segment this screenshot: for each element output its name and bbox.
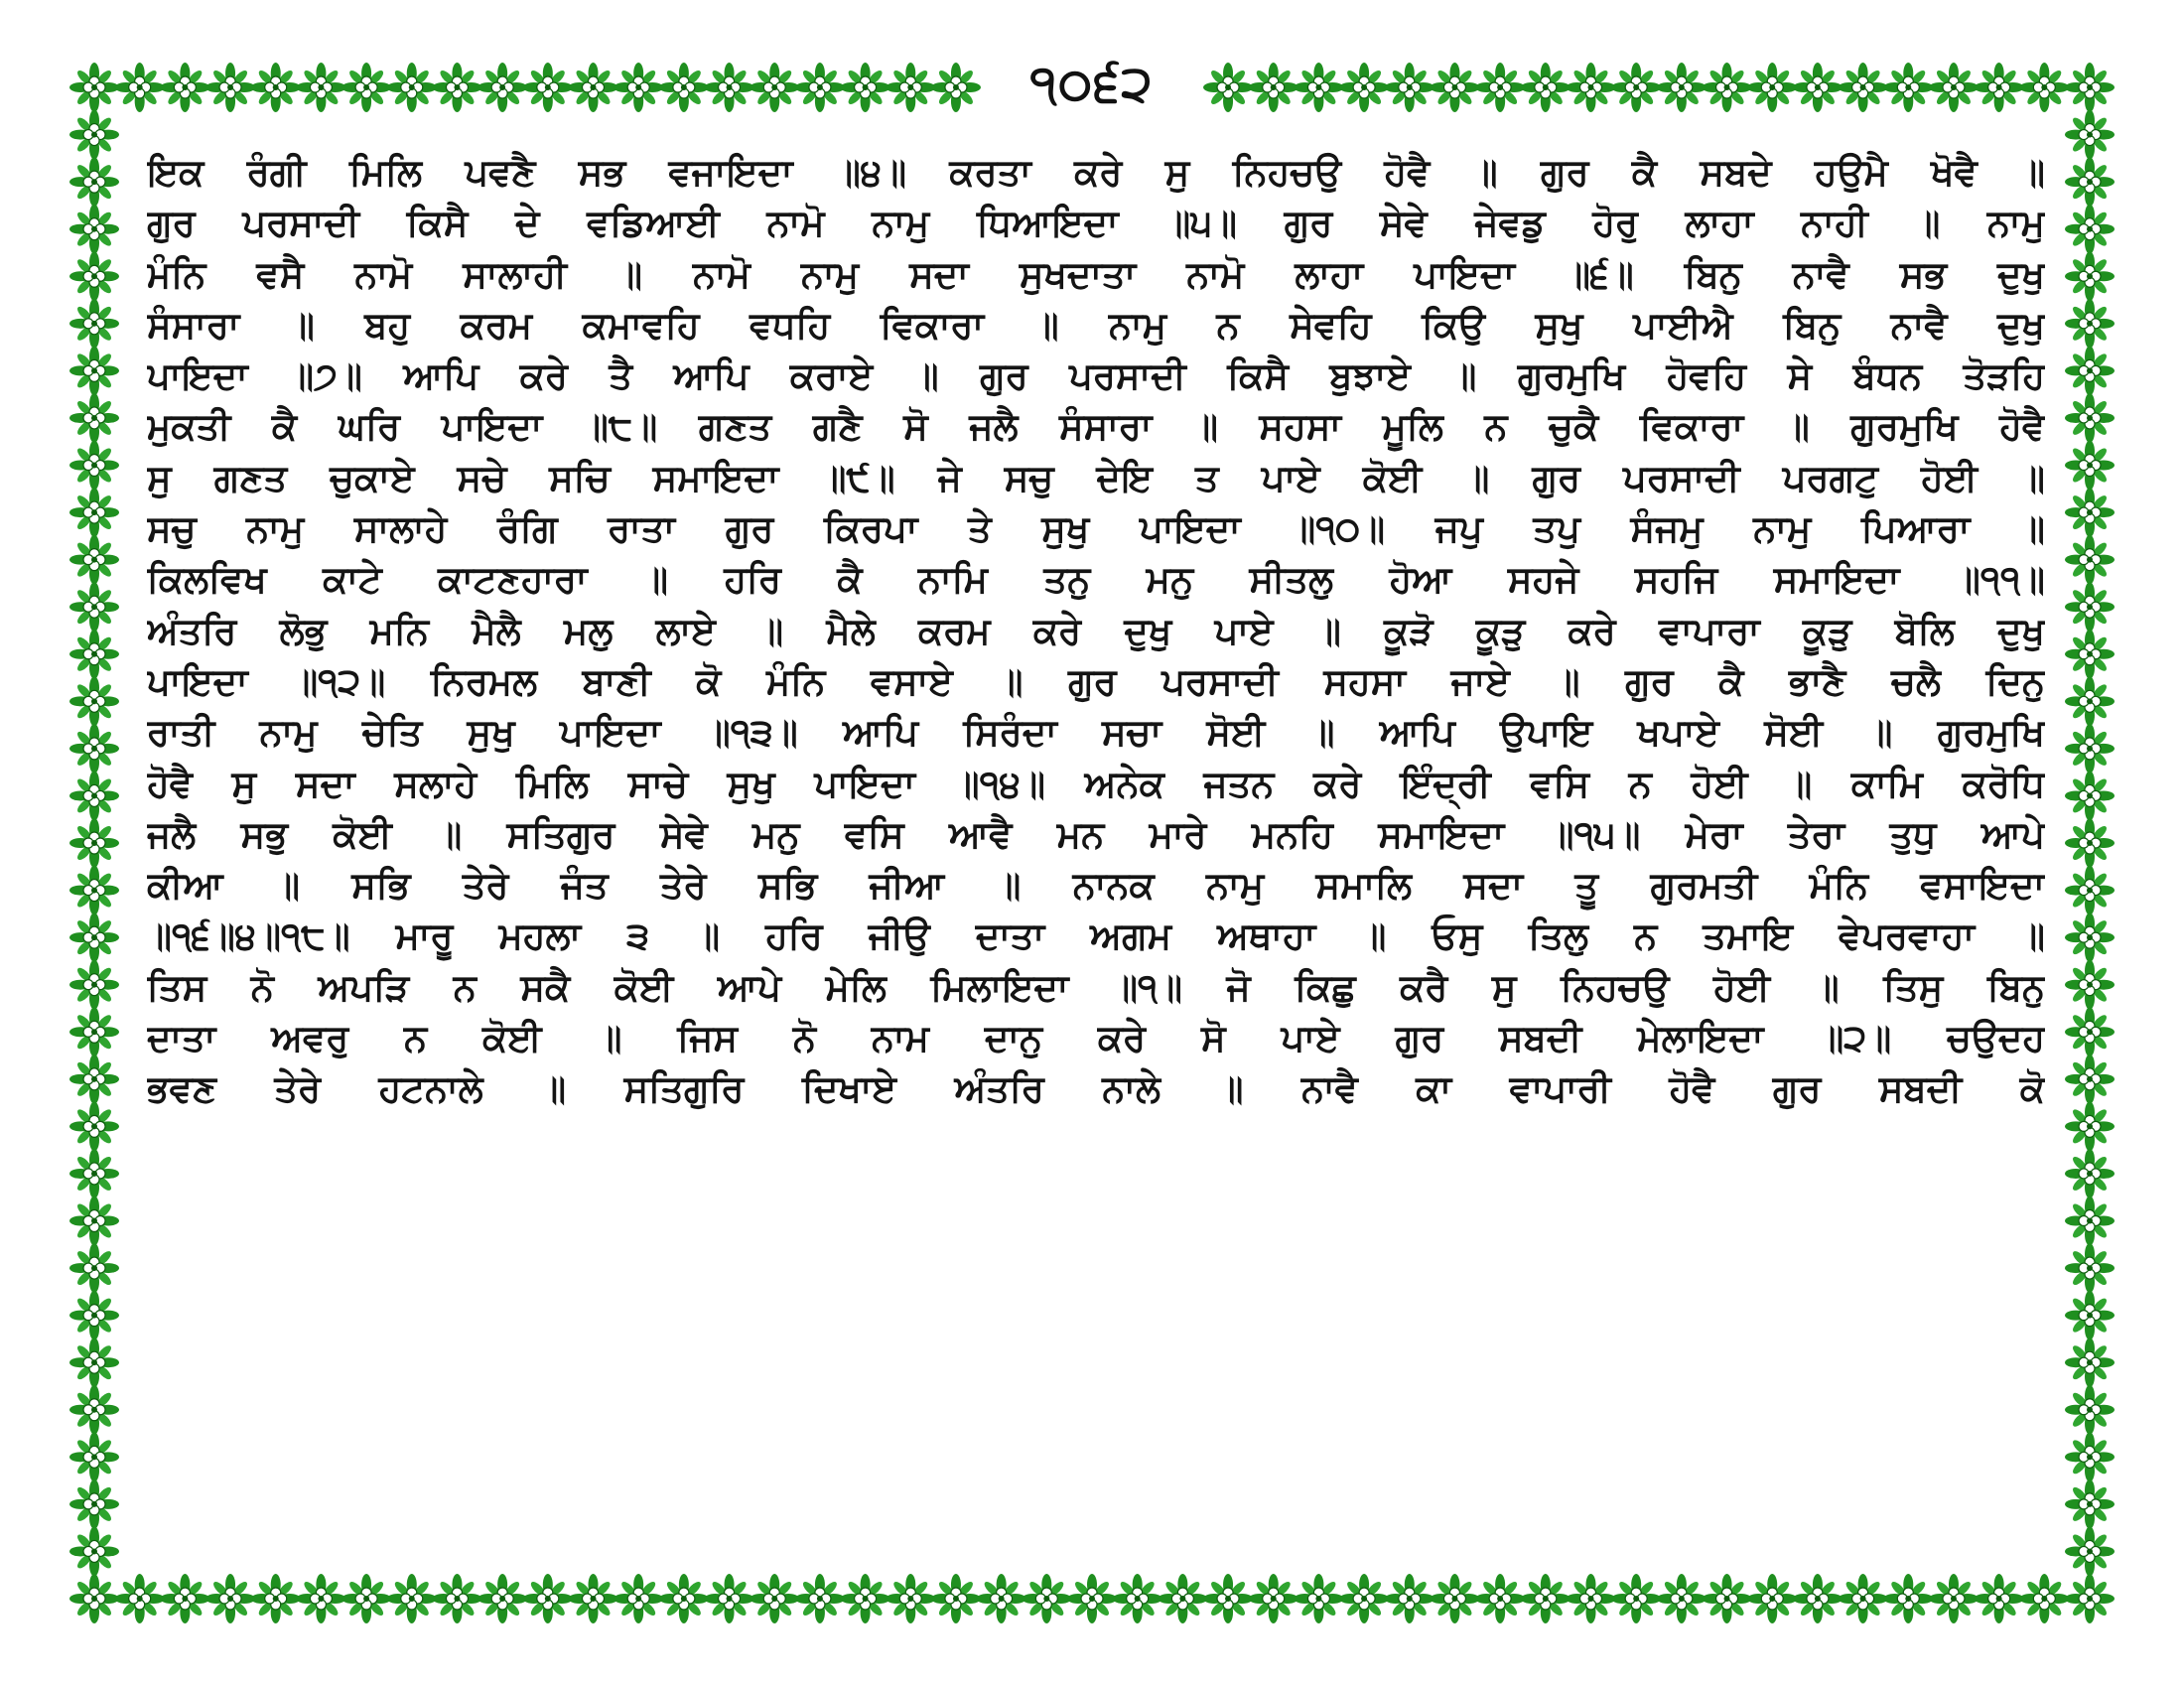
flower-vine-icon — [432, 63, 481, 112]
flower-vine-icon — [1793, 63, 1843, 112]
text-line-8: ਸਚੁ ਨਾਮੁ ਸਾਲਾਹੇ ਰੰਗਿ ਰਾਤਾ ਗੁਰ ਕਿਰਪਾ ਤੇ ਸੁਖੁ ਪਾਇਦਾ ॥੧੦॥ ਜਪੁ ਤਪੁ ਸੰਜਮੁ ਨਾਮੁ ਪਿਆਰਾ ॥ — [147, 507, 2045, 551]
flower-vine-icon — [659, 63, 709, 112]
flower-vine-icon — [2065, 1337, 2115, 1387]
flower-vine-icon — [931, 1574, 981, 1623]
flower-vine-icon — [523, 1574, 573, 1623]
flower-vine-icon — [69, 393, 119, 443]
flower-vine-icon — [296, 1574, 345, 1623]
flower-vine-icon — [2065, 535, 2115, 585]
flower-vine-icon — [614, 63, 663, 112]
flower-vine-icon — [69, 63, 119, 112]
flower-vine-icon — [69, 1196, 119, 1246]
flower-vine-icon — [160, 1574, 209, 1623]
flower-vine-icon — [2019, 1574, 2069, 1623]
flower-vine-icon — [886, 1574, 935, 1623]
flower-vine-icon — [931, 63, 981, 112]
flower-vine-icon — [69, 1574, 119, 1623]
text-line-16: ॥੧੬॥੪॥੧੮॥ ਮਾਰੂ ਮਹਲਾ ੩ ॥ ਹਰਿ ਜੀਉ ਦਾਤਾ ਅਗਮ ਅਥਾਹਾ ॥ ਓਸੁ ਤਿਲੁ ਨ ਤਮਾਇ ਵੇਪਰਵਾਹਾ ॥ — [147, 914, 2045, 958]
flower-vine-icon — [1747, 1574, 1797, 1623]
flower-vine-icon — [1430, 1574, 1479, 1623]
flower-vine-icon — [205, 63, 255, 112]
flower-vine-icon — [1385, 63, 1434, 112]
text-line-17: ਤਿਸ ਨੋ ਅਪੜਿ ਨ ਸਕੈ ਕੋਈ ਆਪੇ ਮੇਲਿ ਮਿਲਾਇਦਾ ॥੧॥ ਜੋ ਕਿਛੁ ਕਰੈ ਸੁ ਨਿਹਚਉ ਹੋਈ ॥ ਤਿਸੁ ਬਿਨੁ — [147, 965, 2045, 1009]
flower-vine-icon — [69, 1337, 119, 1387]
flower-vine-icon — [1975, 1574, 2024, 1623]
flower-vine-icon — [251, 1574, 301, 1623]
flower-vine-icon — [1611, 1574, 1661, 1623]
flower-vine-icon — [2065, 1101, 2115, 1151]
flower-vine-icon — [1339, 1574, 1389, 1623]
flower-vine-icon — [69, 488, 119, 537]
flower-vine-icon — [251, 63, 301, 112]
flower-vine-icon — [1203, 1574, 1253, 1623]
flower-vine-icon — [1294, 63, 1343, 112]
flower-vine-icon — [69, 110, 119, 160]
flower-vine-icon — [205, 1574, 255, 1623]
flower-vine-icon — [1929, 1574, 1979, 1623]
flower-vine-icon — [2065, 1432, 2115, 1481]
gurbani-text-block — [147, 147, 2045, 1557]
flower-vine-icon — [2065, 63, 2115, 112]
flower-vine-icon — [69, 535, 119, 585]
flower-vine-icon — [1567, 1574, 1616, 1623]
flower-vine-icon — [387, 63, 437, 112]
text-line-3: ਮੰਨਿ ਵਸੈ ਨਾਮੋ ਸਾਲਾਹੀ ॥ ਨਾਮੋ ਨਾਮੁ ਸਦਾ ਸੁਖਦਾਤਾ ਨਾਮੋ ਲਾਹਾ ਪਾਇਦਾ ॥੬॥ ਬਿਨੁ ਨਾਵੈ ਸਭ ਦੁਖੁ — [147, 252, 2045, 296]
flower-vine-icon — [841, 1574, 890, 1623]
flower-vine-icon — [115, 63, 165, 112]
text-line-10: ਅੰਤਰਿ ਲੋਭੁ ਮਨਿ ਮੈਲੈ ਮਲੁ ਲਾਏ ॥ ਮੈਲੇ ਕਰਮ ਕਰੇ ਦੁਖੁ ਪਾਏ ॥ ਕੂੜੋ ਕੂੜੁ ਕਰੇ ਵਾਪਾਰਾ ਕੂੜੁ ਬੋਲਿ ਦੁਖੁ — [147, 609, 2045, 652]
flower-vine-icon — [2065, 771, 2115, 820]
text-line-5: ਪਾਇਦਾ ॥੭॥ ਆਪਿ ਕਰੇ ਤੈ ਆਪਿ ਕਰਾਏ ॥ ਗੁਰ ਪਰਸਾਦੀ ਕਿਸੈ ਬੁਝਾਏ ॥ ਗੁਰਮੁਖਿ ਹੋਵਹਿ ਸੇ ਬੰਧਨ ਤੋੜਹਿ — [147, 354, 2045, 398]
flower-vine-icon — [2065, 488, 2115, 537]
text-line-4: ਸੰਸਾਰਾ ॥ ਬਹੁ ਕਰਮ ਕਮਾਵਹਿ ਵਧਹਿ ਵਿਕਾਰਾ ॥ ਨਾਮੁ ਨ ਸੇਵਹਿ ਕਿਉ ਸੁਖੁ ਪਾਈਐ ਬਿਨੁ ਨਾਵੈ ਦੁਖੁ — [147, 303, 2045, 347]
flower-vine-icon — [69, 724, 119, 774]
flower-vine-icon — [1793, 1574, 1843, 1623]
flower-vine-icon — [795, 63, 845, 112]
flower-vine-icon — [1747, 63, 1797, 112]
flower-vine-icon — [659, 1574, 709, 1623]
flower-vine-icon — [2065, 346, 2115, 395]
text-line-13: ਹੋਵੈ ਸੁ ਸਦਾ ਸਲਾਹੇ ਮਿਲਿ ਸਾਚੇ ਸੁਖੁ ਪਾਇਦਾ ॥੧੪॥ ਅਨੇਕ ਜਤਨ ਕਰੇ ਇੰਦ੍ਰੀ ਵਸਿ ਨ ਹੋਈ ॥ ਕਾਮਿ ਕਰੋਧਿ — [147, 762, 2045, 805]
text-line-18: ਦਾਤਾ ਅਵਰੁ ਨ ਕੋਈ ॥ ਜਿਸ ਨੋ ਨਾਮ ਦਾਨੁ ਕਰੇ ਸੋ ਪਾਏ ਗੁਰ ਸਬਦੀ ਮੇਲਾਇਦਾ ॥੨॥ ਚਉਦਹ — [147, 1017, 2045, 1060]
flower-vine-icon — [69, 1149, 119, 1198]
flower-vine-icon — [69, 1432, 119, 1481]
flower-vine-icon — [69, 441, 119, 491]
flower-vine-icon — [1839, 63, 1888, 112]
flower-vine-icon — [69, 1526, 119, 1576]
flower-vine-icon — [2019, 63, 2069, 112]
flower-vine-icon — [69, 866, 119, 915]
flower-vine-icon — [2065, 1526, 2115, 1576]
flower-vine-icon — [2065, 157, 2115, 207]
flower-vine-icon — [2065, 913, 2115, 962]
flower-vine-icon — [1839, 1574, 1888, 1623]
flower-vine-icon — [1022, 1574, 1071, 1623]
flower-vine-icon — [750, 63, 799, 112]
flower-vine-icon — [1294, 1574, 1343, 1623]
flower-vine-icon — [2065, 724, 2115, 774]
flower-vine-icon — [69, 771, 119, 820]
flower-vine-icon — [569, 63, 618, 112]
flower-vine-icon — [341, 63, 391, 112]
flower-vine-icon — [1475, 1574, 1525, 1623]
text-line-15: ਕੀਆ ॥ ਸਭਿ ਤੇਰੇ ਜੰਤ ਤੇਰੇ ਸਭਿ ਜੀਆ ॥ ਨਾਨਕ ਨਾਮੁ ਸਮਾਲਿ ਸਦਾ ਤੂ ਗੁਰਮਤੀ ਮੰਨਿ ਵਸਾਇਦਾ — [147, 864, 2045, 908]
flower-vine-icon — [478, 1574, 527, 1623]
flower-vine-icon — [1113, 1574, 1162, 1623]
flower-vine-icon — [2065, 960, 2115, 1010]
flower-vine-icon — [2065, 1243, 2115, 1293]
flower-vine-icon — [750, 1574, 799, 1623]
flower-vine-icon — [69, 1243, 119, 1293]
text-line-11: ਪਾਇਦਾ ॥੧੨॥ ਨਿਰਮਲ ਬਾਣੀ ਕੋ ਮੰਨਿ ਵਸਾਏ ॥ ਗੁਰ ਪਰਸਾਦੀ ਸਹਸਾ ਜਾਏ ॥ ਗੁਰ ਕੈ ਭਾਣੈ ਚਲੈ ਦਿਨੁ — [147, 659, 2045, 703]
text-line-7: ਸੁ ਗਣਤ ਚੁਕਾਏ ਸਚੇ ਸਚਿ ਸਮਾਇਦਾ ॥੯॥ ਜੇ ਸਚੁ ਦੇਇ ਤ ਪਾਏ ਕੋਈ ॥ ਗੁਰ ਪਰਸਾਦੀ ਪਰਗਟੁ ਹੋਈ ॥ — [147, 456, 2045, 499]
flower-vine-icon — [2065, 582, 2115, 632]
flower-vine-icon — [1883, 1574, 1933, 1623]
flower-vine-icon — [432, 1574, 481, 1623]
flower-vine-icon — [2065, 1196, 2115, 1246]
flower-vine-icon — [69, 299, 119, 349]
flower-vine-icon — [2065, 818, 2115, 868]
flower-vine-icon — [795, 1574, 845, 1623]
flower-vine-icon — [1067, 1574, 1117, 1623]
flower-vine-icon — [2065, 393, 2115, 443]
text-line-2: ਗੁਰ ਪਰਸਾਦੀ ਕਿਸੈ ਦੇ ਵਡਿਆਈ ਨਾਮੋ ਨਾਮੁ ਧਿਆਇਦਾ ॥੫॥ ਗੁਰ ਸੇਵੇ ਜੇਵਡੁ ਹੋਰੁ ਲਾਹਾ ਨਾਹੀ ॥ ਨਾਮੁ — [147, 202, 2045, 245]
flower-vine-icon — [2065, 630, 2115, 679]
flower-vine-icon — [2065, 110, 2115, 160]
flower-vine-icon — [296, 63, 345, 112]
flower-vine-icon — [1611, 63, 1661, 112]
flower-vine-icon — [2065, 441, 2115, 491]
flower-vine-icon — [69, 960, 119, 1010]
flower-vine-icon — [1703, 63, 1752, 112]
text-line-6: ਮੁਕਤੀ ਕੈ ਘਰਿ ਪਾਇਦਾ ॥੮॥ ਗਣਤ ਗਣੈ ਸੋ ਜਲੈ ਸੰਸਾਰਾ ॥ ਸਹਸਾ ਮੂਲਿ ਨ ਚੁਕੈ ਵਿਕਾਰਾ ॥ ਗੁਰਮੁਖਿ ਹੋਵੈ — [147, 405, 2045, 449]
page-number: ੧੦੬੨ — [1003, 44, 1181, 123]
flower-vine-icon — [1567, 63, 1616, 112]
flower-vine-icon — [69, 1101, 119, 1151]
flower-vine-icon — [69, 913, 119, 962]
flower-vine-icon — [523, 63, 573, 112]
flower-vine-icon — [2065, 1007, 2115, 1056]
flower-vine-icon — [69, 205, 119, 254]
flower-vine-icon — [1158, 1574, 1207, 1623]
flower-vine-icon — [69, 582, 119, 632]
flower-vine-icon — [1703, 1574, 1752, 1623]
flower-vine-icon — [2065, 1149, 2115, 1198]
flower-vine-icon — [2065, 676, 2115, 726]
flower-vine-icon — [1657, 1574, 1706, 1623]
flower-vine-icon — [69, 346, 119, 395]
text-line-12: ਰਾਤੀ ਨਾਮੁ ਚੇਤਿ ਸੁਖੁ ਪਾਇਦਾ ॥੧੩॥ ਆਪਿ ਸਿਰੰਦਾ ਸਚਾ ਸੋਈ ॥ ਆਪਿ ਉਪਾਇ ਖਪਾਏ ਸੋਈ ॥ ਗੁਰਮੁਖਿ — [147, 711, 2045, 755]
flower-vine-icon — [1521, 1574, 1570, 1623]
flower-vine-icon — [69, 251, 119, 301]
flower-vine-icon — [886, 63, 935, 112]
flower-vine-icon — [160, 63, 209, 112]
flower-vine-icon — [69, 818, 119, 868]
flower-vine-icon — [1975, 63, 2024, 112]
flower-vine-icon — [1883, 63, 1933, 112]
text-line-14: ਜਲੈ ਸਭੁ ਕੋਈ ॥ ਸਤਿਗੁਰ ਸੇਵੇ ਮਨੁ ਵਸਿ ਆਵੈ ਮਨ ਮਾਰੇ ਮਨਹਿ ਸਮਾਇਦਾ ॥੧੫॥ ਮੇਰਾ ਤੇਰਾ ਤੁਧੁ ਆਪੇ — [147, 812, 2045, 856]
flower-vine-icon — [69, 676, 119, 726]
flower-vine-icon — [1249, 1574, 1298, 1623]
text-line-9: ਕਿਲਵਿਖ ਕਾਟੇ ਕਾਟਣਹਾਰਾ ॥ ਹਰਿ ਕੈ ਨਾਮਿ ਤਨੁ ਮਨੁ ਸੀਤਲੁ ਹੋਆ ਸਹਜੇ ਸਹਜਿ ਸਮਾਇਦਾ ॥੧੧॥ — [147, 558, 2045, 602]
flower-vine-icon — [2065, 299, 2115, 349]
flower-vine-icon — [614, 1574, 663, 1623]
flower-vine-icon — [1475, 63, 1525, 112]
flower-vine-icon — [2065, 251, 2115, 301]
flower-vine-icon — [478, 63, 527, 112]
flower-vine-icon — [69, 157, 119, 207]
flower-vine-icon — [1385, 1574, 1434, 1623]
flower-vine-icon — [341, 1574, 391, 1623]
flower-vine-icon — [69, 1007, 119, 1056]
flower-vine-icon — [1929, 63, 1979, 112]
flower-vine-icon — [705, 63, 754, 112]
flower-vine-icon — [1339, 63, 1389, 112]
flower-vine-icon — [115, 1574, 165, 1623]
flower-vine-icon — [1203, 63, 1253, 112]
flower-vine-icon — [1521, 63, 1570, 112]
flower-vine-icon — [69, 1479, 119, 1529]
flower-vine-icon — [2065, 1574, 2115, 1623]
flower-vine-icon — [387, 1574, 437, 1623]
flower-vine-icon — [69, 1291, 119, 1340]
flower-vine-icon — [69, 1055, 119, 1104]
flower-vine-icon — [69, 1385, 119, 1435]
flower-vine-icon — [2065, 866, 2115, 915]
flower-vine-icon — [2065, 1479, 2115, 1529]
flower-vine-icon — [69, 630, 119, 679]
flower-vine-icon — [2065, 1291, 2115, 1340]
flower-vine-icon — [2065, 1055, 2115, 1104]
flower-vine-icon — [1657, 63, 1706, 112]
flower-vine-icon — [1249, 63, 1298, 112]
flower-vine-icon — [569, 1574, 618, 1623]
flower-vine-icon — [2065, 1385, 2115, 1435]
flower-vine-icon — [705, 1574, 754, 1623]
flower-vine-icon — [2065, 205, 2115, 254]
text-line-19: ਭਵਣ ਤੇਰੇ ਹਟਨਾਲੇ ॥ ਸਤਿਗੁਰਿ ਦਿਖਾਏ ਅੰਤਰਿ ਨਾਲੇ ॥ ਨਾਵੈ ਕਾ ਵਾਪਾਰੀ ਹੋਵੈ ਗੁਰ ਸਬਦੀ ਕੋ — [147, 1067, 2045, 1111]
flower-vine-icon — [1430, 63, 1479, 112]
flower-vine-icon — [977, 1574, 1026, 1623]
text-line-1: ਇਕ ਰੰਗੀ ਮਿਲਿ ਪਵਣੈ ਸਭ ਵਜਾਇਦਾ ॥੪॥ ਕਰਤਾ ਕਰੇ ਸੁ ਨਿਹਚਉ ਹੋਵੈ ॥ ਗੁਰ ਕੈ ਸਬਦੇ ਹਉਮੈ ਖੋਵੈ ॥ — [147, 151, 2045, 194]
flower-vine-icon — [841, 63, 890, 112]
